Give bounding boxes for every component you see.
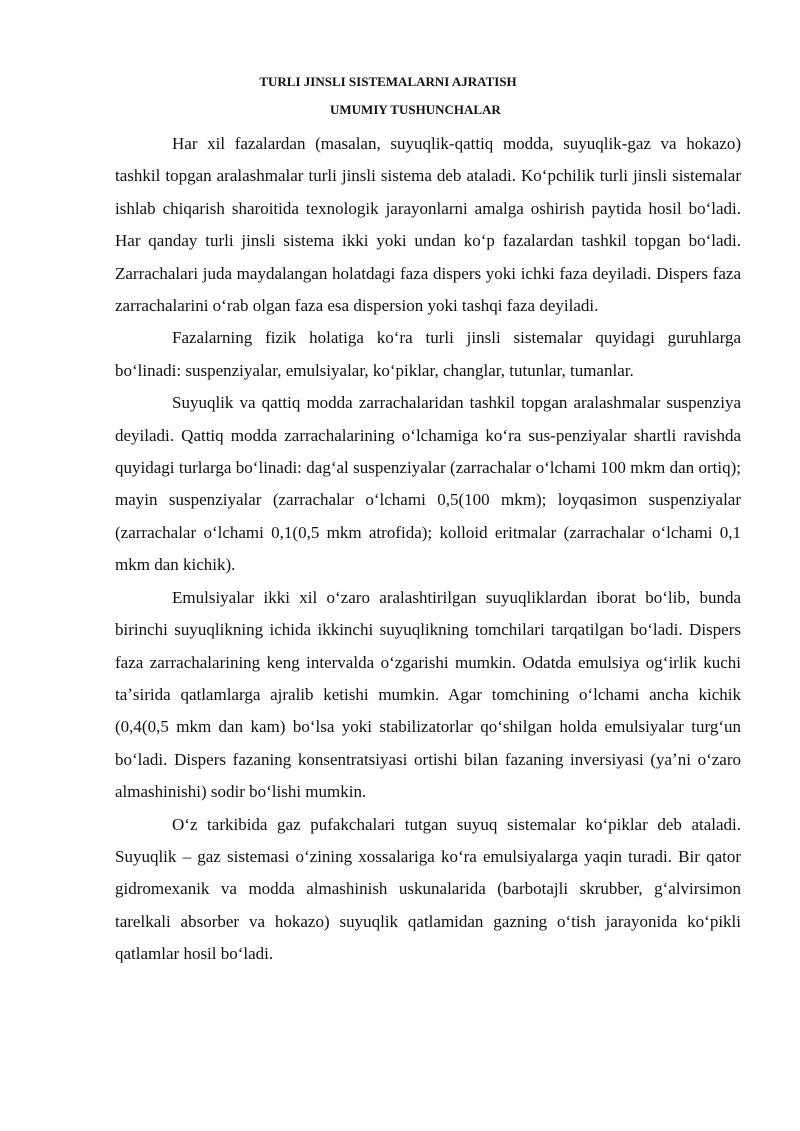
paragraph-heterogeneous-systems: Har xil fazalardan (masalan, suyuqlik-qattiq modda, suyuqlik-gaz va hokazo) tashkil topgan aralashmalar turli jinsli sistema deb ataladi. Koʻpchilik turli jinsli sistemalar ishlab chiqarish sharoitida texnologik jarayonlarni amalga oshirish paytida hosil boʻladi. Har qanday turli jinsli sistema ikki yoki undan koʻp fazalardan tashkil topgan boʻladi. Zarrachalari juda maydalangan holatdagi faza dispers yoki ichki faza deyiladi. Dispers faza zarrachalarini oʻrab olgan faza esa dispersion yoki tashqi faza deyiladi. [115,134,741,316]
document-body [115,128,741,971]
section-subtitle: UMUMIY TUSHUNCHALAR [330,102,501,117]
paragraph-classification: Fazalarning fizik holatiga koʻra turli jinsli sistemalar quyidagi guruhlarga boʻlinadi: suspenziyalar, emulsiyalar, koʻpiklar, changlar, tutunlar, tumanlar. [115,328,741,380]
paragraph-emulsions: Emulsiyalar ikki xil oʻzaro aralashtirilgan suyuqliklardan iborat boʻlib, bunda birinchi suyuqlikning ichida ikkinchi suyuqlikning tomchilari tarqatilgan boʻladi. Dispers faza zarrachalarining keng intervalda oʻzgarishi mumkin. Odatda emulsiya ogʻirlik kuchi taʼsirida qatlamlarga ajralib ketishi mumkin. Agar tomchining oʻlchami ancha kichik (0,4(0,5 mkm dan kam) boʻlsa yoki stabilizatorlar qoʻshilgan holda emulsiyalar turgʻun boʻladi. Dispers fazaning konsentratsiyasi ortishi bilan fazaning inversiyasi (yaʼni oʻzaro almashinishi) sodir boʻlishi mumkin. [115,587,741,802]
document-title: TURLI JINSLI SISTEMALARNI AJRATISH [259,74,517,89]
document-page [115,72,741,971]
paragraph-suspensions: Suyuqlik va qattiq modda zarrachalaridan tashkil topgan aralashmalar suspenziya deyiladi. Qattiq modda zarrachalarining oʻlchamiga koʻra sus-penziyalar shartli ravishda quyidagi turlarga boʻlinadi: dagʻal suspenziyalar (zarrachalar oʻlchami 100 mkm dan ortiq); mayin suspenziyalar (zarrachalar oʻlchami 0,5(100 mkm); loyqasimon suspenziyalar (zarrachalar oʻlchami 0,1(0,5 mkm atrofida); kolloid eritmalar (zarrachalar oʻlchami 0,1 mkm dan kichik). [115,393,741,575]
paragraph-foams: Oʻz tarkibida gaz pufakchalari tutgan suyuq sistemalar koʻpiklar deb ataladi. Suyuqlik – gaz sistemasi oʻzining xossalariga koʻra emulsiyalarga yaqin turadi. Bir qator gidromexanik va modda almashinish uskunalarida (barbotajli skrubber, gʻalvirsimon tarelkali absorber va hokazo) suyuqlik qatlamidan gazning oʻtish jarayonida koʻpikli qatlamlar hosil boʻladi. [115,814,741,964]
